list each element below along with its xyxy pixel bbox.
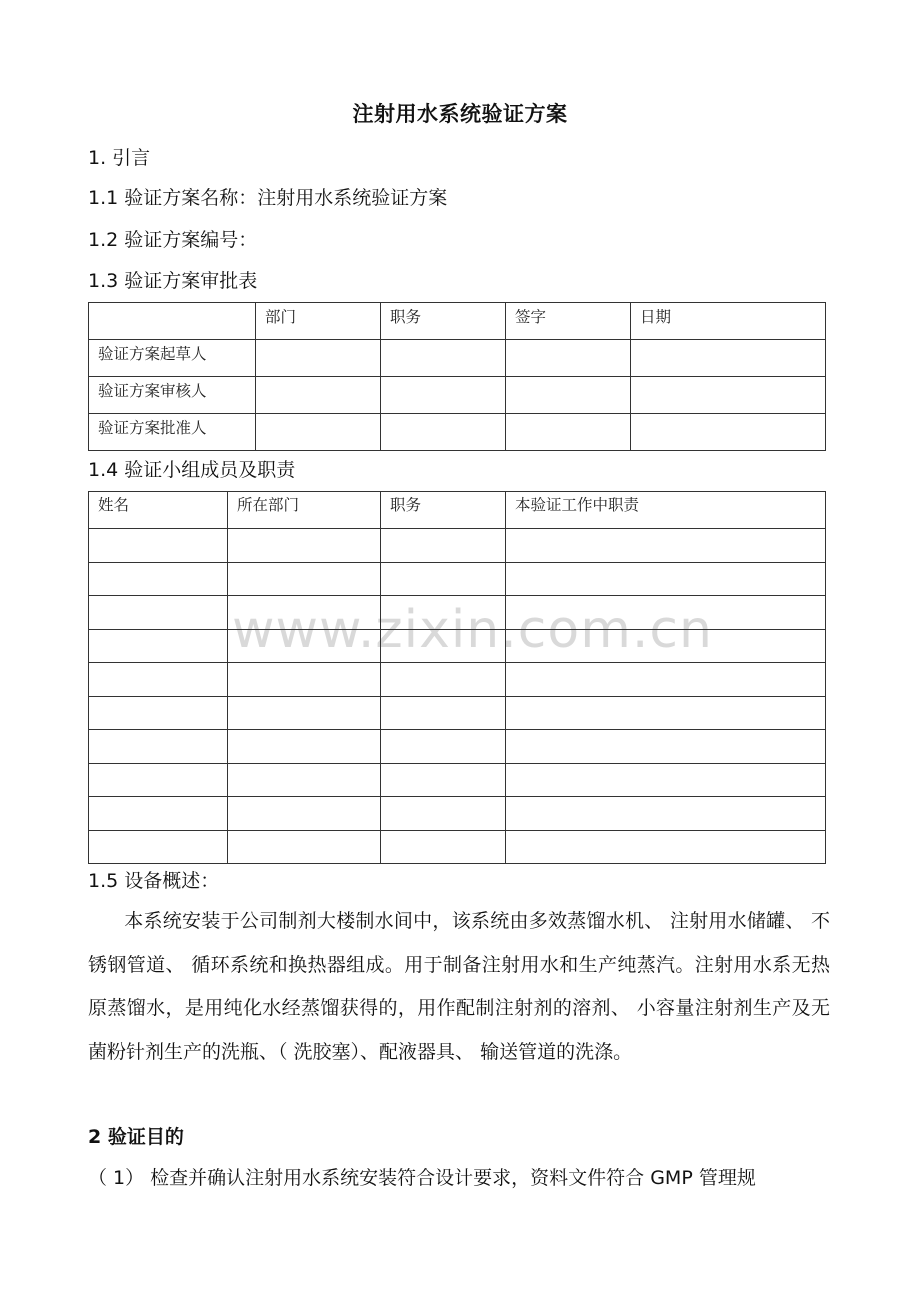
overview-paragraph <box>88 900 830 1074</box>
team-cell <box>381 830 506 864</box>
team-cell <box>228 663 381 697</box>
watermark: www.zixin.com.cn <box>232 600 713 660</box>
approval-cell <box>256 414 381 451</box>
team-cell <box>89 696 228 730</box>
section-1-4-team-heading: 1.4 验证小组成员及职责 <box>88 459 296 481</box>
approval-role-cell: 验证方案起草人 <box>89 340 256 377</box>
team-cell <box>381 562 506 596</box>
team-cell <box>89 562 228 596</box>
approval-header-cell: 职务 <box>381 303 506 340</box>
approval-cell <box>631 414 826 451</box>
section-1-5-overview-heading: 1.5 设备概述： <box>88 870 220 892</box>
team-header-cell: 所在部门 <box>228 492 381 529</box>
team-row <box>89 596 826 630</box>
team-cell <box>89 596 228 630</box>
team-cell <box>506 763 826 797</box>
team-cell <box>228 730 381 764</box>
approval-role-cell: 验证方案审核人 <box>89 377 256 414</box>
team-cell <box>381 629 506 663</box>
team-cell <box>89 763 228 797</box>
approval-row <box>89 414 826 451</box>
section-heading-introduction: 1. 引言 <box>88 147 151 169</box>
approval-row <box>89 377 826 414</box>
team-cell <box>89 529 228 563</box>
team-cell <box>506 562 826 596</box>
team-row <box>89 529 826 563</box>
team-header-cell: 职务 <box>381 492 506 529</box>
team-cell <box>89 830 228 864</box>
approval-table <box>88 302 826 451</box>
team-row <box>89 696 826 730</box>
team-cell <box>506 663 826 697</box>
approval-row <box>89 340 826 377</box>
team-cell <box>381 797 506 831</box>
team-table <box>88 491 826 864</box>
team-cell <box>89 663 228 697</box>
team-cell <box>89 629 228 663</box>
section-1-3-approval-heading: 1.3 验证方案审批表 <box>88 270 258 292</box>
section-1-2-plan-number: 1.2 验证方案编号： <box>88 229 258 251</box>
team-cell <box>381 596 506 630</box>
team-cell <box>506 797 826 831</box>
team-cell <box>228 596 381 630</box>
team-cell <box>228 830 381 864</box>
team-cell <box>381 696 506 730</box>
approval-cell <box>256 340 381 377</box>
team-cell <box>381 529 506 563</box>
team-cell <box>506 830 826 864</box>
team-cell <box>228 696 381 730</box>
approval-cell <box>256 377 381 414</box>
approval-header-cell <box>89 303 256 340</box>
document-title: 注射用水系统验证方案 <box>352 102 568 126</box>
team-cell <box>506 629 826 663</box>
team-row <box>89 663 826 697</box>
approval-header-row <box>89 303 826 340</box>
approval-header-cell: 签字 <box>506 303 631 340</box>
approval-cell <box>506 340 631 377</box>
approval-cell <box>631 377 826 414</box>
approval-cell <box>381 377 506 414</box>
team-cell <box>89 730 228 764</box>
section-1-1-plan-name: 1.1 验证方案名称：注射用水系统验证方案 <box>88 187 448 209</box>
approval-cell <box>506 377 631 414</box>
team-cell <box>381 763 506 797</box>
team-cell <box>228 529 381 563</box>
team-cell <box>381 663 506 697</box>
approval-role-cell: 验证方案批准人 <box>89 414 256 451</box>
team-cell <box>506 596 826 630</box>
team-cell <box>228 629 381 663</box>
team-cell <box>228 797 381 831</box>
team-row <box>89 830 826 864</box>
overview-text: 本系统安装于公司制剂大楼制水间中，该系统由多效蒸馏水机、 注射用水储罐、 不锈钢管道、 循环系统和换热器组成。用于制备注射用水和生产纯蒸汽。注射用水系无热原蒸馏水，是用纯化水经蒸馏获得的，用作配制注射剂的溶剂、 小容量注射剂生产及无菌粉针剂生产的洗瓶、（ 洗胶塞）、配液器具、 输送管道的洗涤。 <box>88 910 830 1063</box>
approval-cell <box>381 340 506 377</box>
team-cell <box>89 797 228 831</box>
section-2-purpose-heading: 2 验证目的 <box>88 1126 184 1148</box>
team-row <box>89 730 826 764</box>
approval-cell <box>631 340 826 377</box>
team-header-row <box>89 492 826 529</box>
team-row <box>89 797 826 831</box>
team-cell <box>228 763 381 797</box>
approval-cell <box>506 414 631 451</box>
team-row <box>89 562 826 596</box>
team-cell <box>381 730 506 764</box>
team-cell <box>506 730 826 764</box>
team-cell <box>228 562 381 596</box>
team-row <box>89 629 826 663</box>
team-header-cell: 姓名 <box>89 492 228 529</box>
approval-header-cell: 部门 <box>256 303 381 340</box>
approval-header-cell: 日期 <box>631 303 826 340</box>
team-cell <box>506 696 826 730</box>
team-header-cell: 本验证工作中职责 <box>506 492 826 529</box>
team-cell <box>506 529 826 563</box>
team-row <box>89 763 826 797</box>
approval-cell <box>381 414 506 451</box>
purpose-item-1: （ 1） 检查并确认注射用水系统安装符合设计要求，资料文件符合 GMP 管理规 <box>88 1167 756 1189</box>
